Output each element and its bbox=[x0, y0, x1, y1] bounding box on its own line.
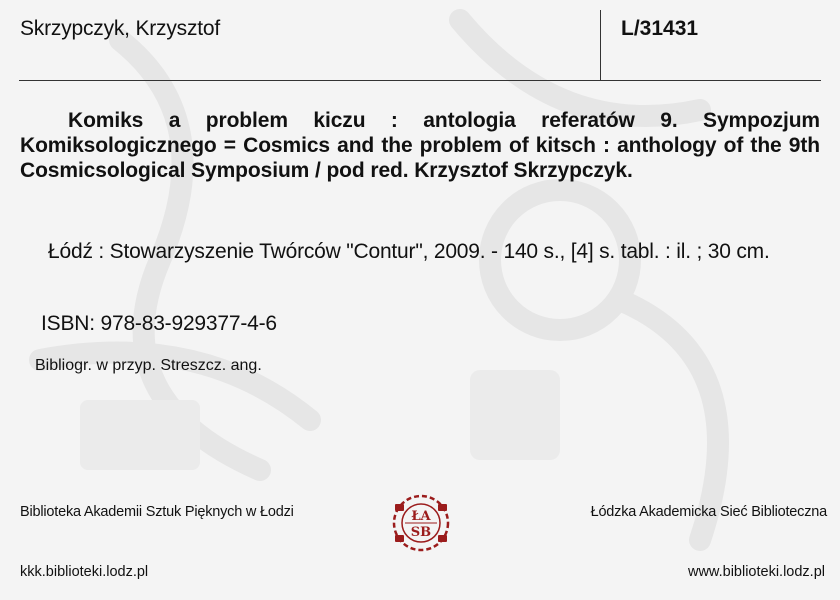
isbn: ISBN: 978-83-929377-4-6 bbox=[41, 312, 277, 335]
header-vertical-divider bbox=[600, 10, 601, 80]
bibliographic-notes: Bibliogr. w przyp. Streszcz. ang. bbox=[35, 357, 262, 374]
book-title: Komiks a problem kiczu : antologia referatów 9. Sympozjum Komiksologicznego = Cosmics and the problem of kitsch : anthology of the 9th Cosmicsological Symposium / pod red. Krzysztof Skrzypczyk. bbox=[20, 109, 820, 182]
lasb-logo-icon bbox=[386, 494, 456, 552]
publication-details: Łódź : Stowarzyszenie Twórców "Contur", 2009. - 140 s., [4] s. tabl. : il. ; 30 cm. bbox=[48, 240, 770, 263]
call-number: L/31431 bbox=[621, 17, 699, 40]
logo-text-bottom: SB bbox=[410, 525, 432, 540]
catalog-url-link[interactable]: kkk.biblioteki.lodz.pl bbox=[20, 564, 149, 580]
header-horizontal-divider bbox=[19, 80, 821, 81]
author-name: Skrzypczyk, Krzysztof bbox=[20, 17, 220, 40]
logo-text-top: ŁA bbox=[411, 509, 431, 524]
library-name-left: Biblioteka Akademii Sztuk Pięknych w Łodzi bbox=[20, 504, 294, 520]
library-name-right: Łódzka Akademicka Sieć Biblioteczna bbox=[590, 504, 827, 520]
network-url-link[interactable]: www.biblioteki.lodz.pl bbox=[687, 564, 825, 580]
